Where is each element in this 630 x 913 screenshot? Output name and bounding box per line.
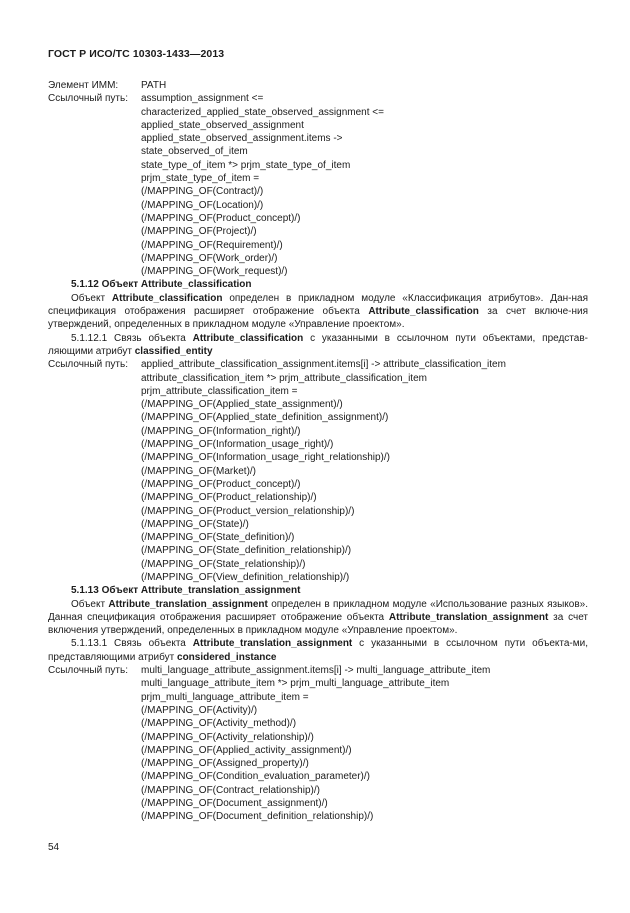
path-line: (/MAPPING_OF(Work_request)/) <box>141 266 288 278</box>
path-line: (/MAPPING_OF(Applied_activity_assignment)/) <box>141 744 352 756</box>
text-run: определен в прикладном модуле «Использование разных языков». Данная спецификация отображения расширяет отображение объекта <box>48 598 588 623</box>
path-line: prjm_attribute_classification_item = <box>141 385 298 397</box>
path-line: (/MAPPING_OF(Location)/) <box>141 199 264 211</box>
path-line: (/MAPPING_OF(Information_usage_right_relationship)/) <box>141 452 390 464</box>
reference-path-label: Ссылочный путь: <box>48 93 128 105</box>
path-line: (/MAPPING_OF(Applied_state_assignment)/) <box>141 399 343 411</box>
path-line: attribute_classification_item *> prjm_attribute_classification_item <box>141 372 427 384</box>
path-line: (/MAPPING_OF(State)/) <box>141 518 249 530</box>
path-line: (/MAPPING_OF(Information_usage_right)/) <box>141 439 334 451</box>
path-line: applied_attribute_classification_assignment.items[i] -> attribute_classification_item <box>141 359 506 371</box>
section-paragraph <box>48 292 588 332</box>
entity-name: Attribute_classification <box>111 292 223 304</box>
path-line: (/MAPPING_OF(Applied_state_definition_assignment)/) <box>141 412 389 424</box>
path-line: applied_state_observed_assignment <box>141 119 304 131</box>
text-run: определен в прикладном модуле «Классификация атрибутов». Дан-ная спецификация отображения расширяет отображение объекта <box>48 292 588 318</box>
reference-path-label: Ссылочный путь: <box>48 665 128 677</box>
path-line: (/MAPPING_OF(Product_concept)/) <box>141 212 301 224</box>
path-line: (/MAPPING_OF(State_relationship)/) <box>141 558 306 570</box>
path-line: prjm_state_type_of_item = <box>141 173 260 185</box>
path-line: (/MAPPING_OF(Product_relationship)/) <box>141 492 317 504</box>
entity-name: Attribute_classification <box>368 306 479 318</box>
reference-path-row <box>48 92 588 278</box>
attribute-name: classified_entity <box>134 345 213 357</box>
path-line: (/MAPPING_OF(Project)/) <box>141 226 257 238</box>
path-line: (/MAPPING_OF(Market)/) <box>141 465 257 477</box>
subsection-paragraph <box>48 332 588 359</box>
path-line: (/MAPPING_OF(View_definition_relationship)/) <box>141 571 350 583</box>
page-number: 54 <box>48 842 60 853</box>
path-line: (/MAPPING_OF(Activity_relationship)/) <box>141 731 314 743</box>
entity-name: Attribute_translation_assignment <box>388 611 549 623</box>
text-run: 5.1.12.1 Связь объекта <box>71 332 193 344</box>
path-line: (/MAPPING_OF(Requirement)/) <box>141 239 283 251</box>
entity-name: Attribute_translation_assignment <box>192 638 353 650</box>
element-value: PATH <box>141 80 167 91</box>
path-line: (/MAPPING_OF(Document_assignment)/) <box>141 798 328 810</box>
path-line: assumption_assignment <= <box>141 93 264 105</box>
entity-name: Attribute_translation_assignment <box>108 598 268 610</box>
path-line: (/MAPPING_OF(Contract_relationship)/) <box>141 784 320 796</box>
path-line: (/MAPPING_OF(State_definition)/) <box>141 532 295 544</box>
element-label: Элемент ИММ: <box>48 80 119 91</box>
path-line: (/MAPPING_OF(Product_concept)/) <box>141 478 301 490</box>
text-run: с указанными в ссылочном пути объектами, представ-ляющими атрибут <box>48 332 588 357</box>
attribute-name: considered_instance <box>177 651 277 663</box>
path-line: (/MAPPING_OF(State_definition_relationship)/) <box>141 545 352 557</box>
path-line: (/MAPPING_OF(Product_version_relationship)/) <box>141 505 355 517</box>
text-run: Объект <box>71 292 112 304</box>
reference-path-lines <box>141 358 588 584</box>
path-line: (/MAPPING_OF(Contract)/) <box>141 186 264 198</box>
text-run: с указанными в ссылочном пути объекта-ми, представляющими атрибут <box>48 638 588 663</box>
reference-path-row <box>48 358 588 584</box>
section-heading-5-1-13: 5.1.13 Объект Attribute_translation_assignment <box>71 585 301 597</box>
path-line: (/MAPPING_OF(Activity)/) <box>141 704 258 716</box>
subsection-paragraph <box>48 637 588 664</box>
page-body <box>48 79 588 824</box>
section-paragraph <box>48 598 588 638</box>
path-line: prjm_multi_language_attribute_item = <box>141 691 309 703</box>
text-run: 5.1.13.1 Связь объекта <box>71 638 193 650</box>
path-line: (/MAPPING_OF(Assigned_property)/) <box>141 758 309 770</box>
section-heading-5-1-12: 5.1.12 Объект Attribute_classification <box>71 279 252 291</box>
path-line: (/MAPPING_OF(Document_definition_relationship)/) <box>141 811 374 823</box>
path-line: state_observed_of_item <box>141 146 248 158</box>
element-row <box>48 79 588 92</box>
reference-path-label: Ссылочный путь: <box>48 359 128 371</box>
path-line: (/MAPPING_OF(Condition_evaluation_parameter)/) <box>141 771 370 783</box>
reference-path-lines <box>141 92 588 278</box>
text-run: Объект <box>71 598 109 610</box>
text-run: за счет включения утверждений, определенных в прикладном модуле «Управление проектом». <box>48 611 588 637</box>
path-line: multi_language_attribute_assignment.items[i] -> multi_language_attribute_item <box>141 665 491 677</box>
document-header: ГОСТ Р ИСО/ТС 10303-1433—2013 <box>48 48 225 60</box>
path-line: state_type_of_item *> prjm_state_type_of_item <box>141 159 351 171</box>
path-line: (/MAPPING_OF(Activity_method)/) <box>141 718 297 730</box>
reference-path-lines <box>141 664 588 824</box>
entity-name: Attribute_classification <box>192 332 304 344</box>
path-line: characterized_applied_state_observed_assignment <= <box>141 106 384 118</box>
path-line: (/MAPPING_OF(Work_order)/) <box>141 252 278 264</box>
path-line: (/MAPPING_OF(Information_right)/) <box>141 425 301 437</box>
path-line: applied_state_observed_assignment.items -> <box>141 133 343 145</box>
reference-path-row <box>48 664 588 824</box>
path-line: multi_language_attribute_item *> prjm_multi_language_attribute_item <box>141 678 450 690</box>
text-run: за счет включе-ния утверждений, определенных в прикладном модуле «Управление проектом». <box>48 306 588 331</box>
